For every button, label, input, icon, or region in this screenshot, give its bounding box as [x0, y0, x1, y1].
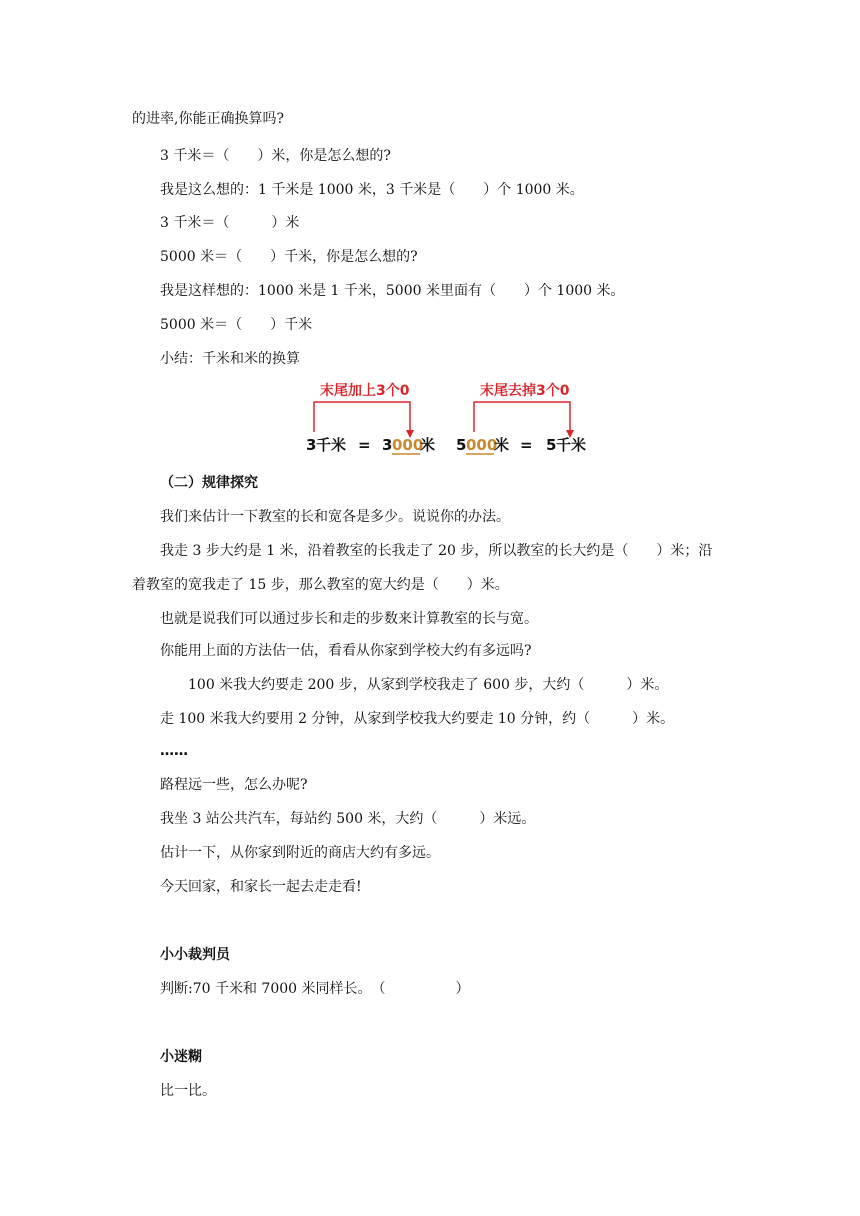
text-line: 100 米我大约要走 200 步，从家到学校我走了 600 步，大约（ ）米。	[188, 677, 669, 693]
judge-question: 判断:70 千米和 7000 米同样长。 （ ）	[160, 981, 470, 997]
text-line: 估计一下，从你家到附近的商店大约有多远。	[160, 845, 440, 861]
text-line: 5000 米＝（ ）千米，你是怎么想的?	[160, 249, 418, 265]
compare-line: 比一比。	[160, 1083, 216, 1099]
right-equation-equals: =	[520, 436, 533, 454]
text-line: 我是这样想的：1000 米是 1 千米，5000 米里面有（ ）个 1000 米。	[160, 283, 625, 299]
left-equation-b-unit: 米	[420, 436, 436, 454]
right-equation-b-num: 5	[546, 436, 557, 454]
text-line: 3 千米＝（ ）米	[160, 215, 300, 231]
left-rule-label: 末尾加上3个0	[320, 383, 410, 399]
text-line: 今天回家，和家长一起去走走看!	[160, 879, 362, 895]
text-line: 我走 3 步大约是 1 米，沿着教室的长我走了 20 步，所以教室的长大约是（ ）米；沿	[160, 543, 713, 559]
text-line: 走 100 米我大约要用 2 分钟，从家到学校我大约要走 10 分钟，约（ ）米。	[160, 711, 675, 727]
right-equation-a-prefix: 5	[456, 436, 467, 454]
right-rule-label: 末尾去掉3个0	[480, 383, 570, 399]
text-line: 的进率,你能正确换算吗?	[132, 111, 284, 127]
section-heading: （二）规律探究	[160, 475, 258, 491]
text-line: 3 千米＝（ ）米，你是怎么想的?	[160, 148, 391, 164]
text-line: 你能用上面的方法估一估，看看从你家到学校大约有多远吗?	[160, 643, 532, 659]
compare-heading: 小迷糊	[160, 1049, 202, 1065]
text-line: 我们来估计一下教室的长和宽各是多少。说说你的办法。	[160, 509, 510, 525]
left-equation-a-unit: 千米	[316, 436, 347, 454]
text-line: 着教室的宽我走了 15 步，那么教室的宽大约是（ ）米。	[132, 577, 509, 593]
left-equation-equals: =	[358, 436, 371, 454]
left-equation-a-num: 3	[306, 436, 317, 454]
right-equation-b-unit: 千米	[556, 436, 587, 454]
right-equation-a-unit: 米	[494, 436, 510, 454]
text-line: 小结：千米和米的换算	[160, 351, 300, 367]
left-equation-b-prefix: 3	[382, 436, 393, 454]
text-line: 我是这么想的：1 千米是 1000 米，3 千米是（ ）个 1000 米。	[160, 182, 584, 198]
text-line: 路程远一些，怎么办呢?	[160, 777, 308, 793]
ellipsis: ……	[160, 743, 188, 759]
text-line: 5000 米＝（ ）千米	[160, 317, 313, 333]
conversion-diagram	[300, 376, 590, 460]
right-bracket-arrow	[474, 402, 570, 434]
right-equation-a-zeros: 000	[466, 436, 498, 454]
text-line: 我坐 3 站公共汽车，每站约 500 米，大约（ ）米远。	[160, 811, 536, 827]
left-equation-b-zeros: 000	[392, 436, 424, 454]
left-bracket-arrow	[314, 402, 410, 434]
text-line: 也就是说我们可以通过步长和走的步数来计算教室的长与宽。	[160, 611, 538, 627]
judge-heading: 小小裁判员	[160, 947, 230, 963]
conversion-diagram-svg	[300, 376, 590, 460]
